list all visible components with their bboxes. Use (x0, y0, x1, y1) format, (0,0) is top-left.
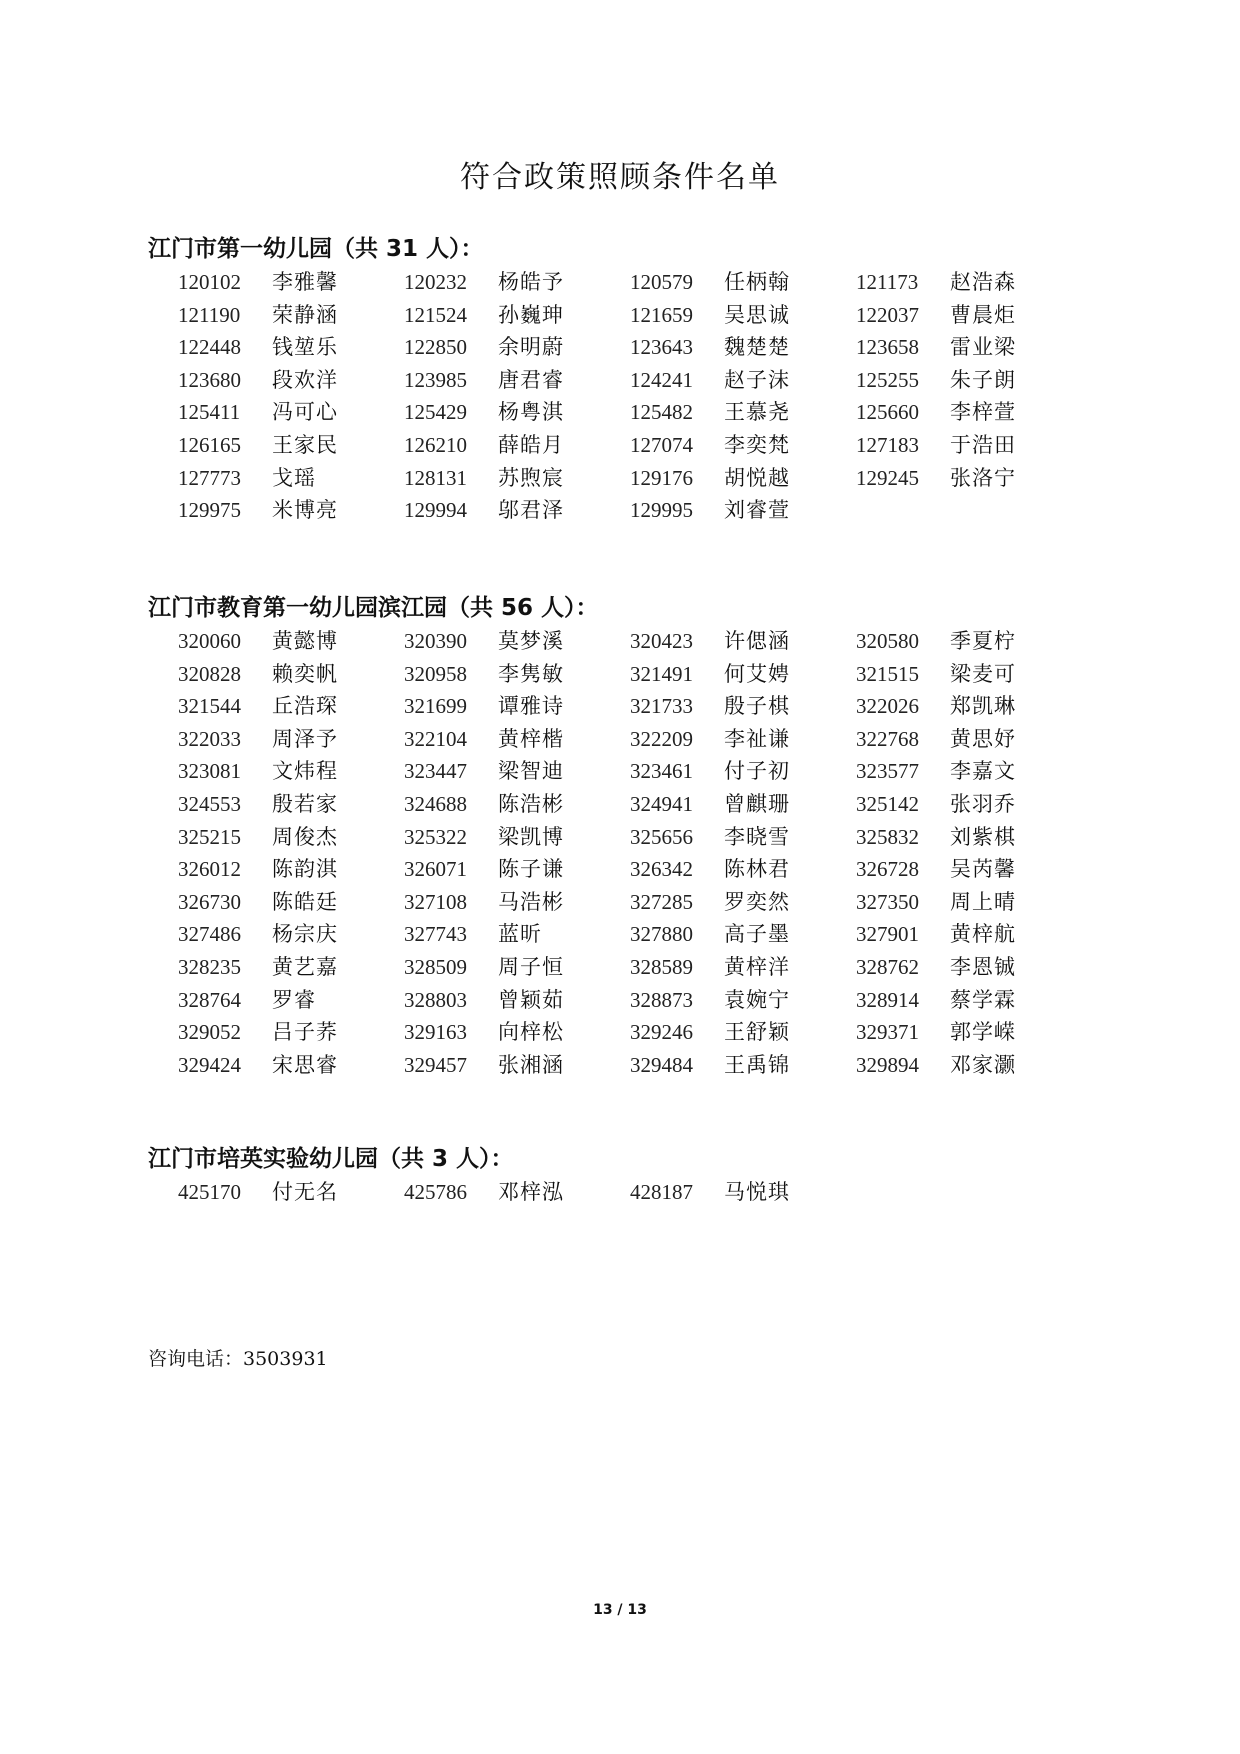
entry-id: 425786 (404, 1180, 467, 1204)
entry-name: 袁婉宁 (724, 987, 790, 1012)
entry-id: 328914 (856, 987, 919, 1012)
list-item (630, 853, 856, 886)
entry-id: 329246 (630, 1020, 693, 1045)
entry-id: 320423 (630, 629, 693, 653)
entry-id: 328589 (630, 954, 693, 979)
list-item (630, 462, 856, 495)
entry-id: 123658 (856, 335, 919, 360)
list-item (630, 364, 856, 397)
entry-name: 马悦琪 (724, 1180, 790, 1204)
list-item (178, 396, 404, 429)
entry-id: 321515 (856, 661, 919, 686)
list-item (856, 625, 1082, 658)
entry-id: 326728 (856, 857, 919, 882)
list-item (404, 396, 630, 429)
entry-id: 125255 (856, 367, 919, 392)
list-item (856, 1049, 1082, 1082)
list-item (856, 658, 1082, 691)
entry-name: 邓梓泓 (498, 1180, 564, 1204)
entry-name: 邓家灏 (950, 1052, 1016, 1077)
entry-name: 杨宗庆 (272, 922, 338, 947)
entry-id: 327108 (404, 889, 467, 914)
list-item (178, 494, 404, 527)
entry-name: 郑凯琳 (950, 694, 1016, 719)
entry-name: 冯可心 (272, 400, 338, 425)
entry-id: 122448 (178, 335, 241, 360)
list-item (856, 429, 1082, 462)
entry-name: 李晓雪 (724, 824, 790, 849)
entry-name: 马浩彬 (498, 889, 564, 914)
entry-id: 126165 (178, 432, 241, 457)
list-item (630, 299, 856, 332)
entry-name: 李嘉文 (950, 759, 1016, 784)
list-item (178, 918, 404, 951)
entry-name: 赵子沫 (724, 367, 790, 392)
list-item (178, 951, 404, 984)
list-item (178, 331, 404, 364)
list-item (178, 886, 404, 919)
list-item (630, 690, 856, 723)
entry-name: 王慕尧 (724, 400, 790, 425)
entry-name: 米博亮 (272, 498, 338, 523)
entry-name: 黄梓洋 (724, 954, 790, 979)
list-item (856, 723, 1082, 756)
entry-id: 120232 (404, 270, 467, 294)
entry-id: 326730 (178, 889, 241, 914)
list-item (178, 1049, 404, 1082)
entry-id: 127773 (178, 465, 241, 490)
entry-name: 黄梓航 (950, 922, 1016, 947)
entry-id: 323461 (630, 759, 693, 784)
entry-id: 329424 (178, 1052, 241, 1077)
entry-id: 325656 (630, 824, 693, 849)
list-item (404, 918, 630, 951)
list-item (856, 364, 1082, 397)
entry-id: 129994 (404, 498, 467, 523)
entry-id: 129995 (630, 498, 693, 523)
entry-id: 322026 (856, 694, 919, 719)
list-item (404, 625, 630, 658)
list-item (404, 723, 630, 756)
entry-name: 王舒颖 (724, 1020, 790, 1045)
entry-name: 季夏柠 (950, 629, 1016, 653)
entry-name: 丘浩琛 (272, 694, 338, 719)
entry-name: 李梓萱 (950, 400, 1016, 425)
entry-name: 王家民 (272, 432, 338, 457)
list-item (178, 462, 404, 495)
entry-name: 苏煦宸 (498, 465, 564, 490)
list-item (404, 951, 630, 984)
entry-id: 329484 (630, 1052, 693, 1077)
entry-id: 328764 (178, 987, 241, 1012)
list-item (178, 853, 404, 886)
list-item (404, 266, 630, 299)
list-item (178, 690, 404, 723)
list-item (404, 1016, 630, 1049)
list-item (404, 1176, 630, 1209)
list-item (856, 266, 1082, 299)
entry-name: 黄梓楷 (498, 726, 564, 751)
entry-id: 125660 (856, 400, 919, 425)
entry-name: 蔡学霖 (950, 987, 1016, 1012)
list-item (178, 1016, 404, 1049)
entry-id: 125482 (630, 400, 693, 425)
entry-name: 吕子荞 (272, 1020, 338, 1045)
list-item (856, 984, 1082, 1017)
entry-name: 曾麒珊 (724, 791, 790, 816)
entry-list (148, 1176, 1108, 1209)
entry-name: 朱子朗 (950, 367, 1016, 392)
entry-id: 327486 (178, 922, 241, 947)
entry-id: 329052 (178, 1020, 241, 1045)
list-item (404, 658, 630, 691)
entry-id: 323081 (178, 759, 241, 784)
list-item (630, 1016, 856, 1049)
entry-name: 罗奕然 (724, 889, 790, 914)
list-item (856, 396, 1082, 429)
list-item (404, 984, 630, 1017)
entry-id: 328762 (856, 954, 919, 979)
entry-id: 327901 (856, 922, 919, 947)
list-item (856, 1016, 1082, 1049)
list-item (856, 755, 1082, 788)
entry-name: 唐君睿 (498, 367, 564, 392)
list-item (856, 462, 1082, 495)
entry-name: 何艾娉 (724, 661, 790, 686)
entry-id: 320828 (178, 661, 241, 686)
list-item (178, 1176, 404, 1209)
list-item (404, 429, 630, 462)
kindergarten-section (148, 1142, 1108, 1209)
entry-name: 杨粤淇 (498, 400, 564, 425)
list-item (856, 821, 1082, 854)
entry-name: 蓝昕 (498, 922, 542, 947)
entry-id: 322104 (404, 726, 467, 751)
list-item (856, 951, 1082, 984)
entry-id: 328873 (630, 987, 693, 1012)
list-item (178, 364, 404, 397)
entry-id: 328509 (404, 954, 467, 979)
entry-id: 322209 (630, 726, 693, 751)
entry-id: 324688 (404, 791, 467, 816)
entry-name: 高子墨 (724, 922, 790, 947)
entry-name: 黄思妤 (950, 726, 1016, 751)
entry-name: 梁智迪 (498, 759, 564, 784)
entry-id: 327350 (856, 889, 919, 914)
list-item (178, 755, 404, 788)
list-item (404, 886, 630, 919)
entry-id: 322768 (856, 726, 919, 751)
section-heading: 江门市教育第一幼儿园滨江园（共 56 人）： (148, 595, 599, 621)
entry-id: 123985 (404, 367, 467, 392)
kindergarten-section (148, 232, 1108, 527)
list-item (856, 690, 1082, 723)
entry-id: 127074 (630, 432, 693, 457)
entry-id: 425170 (178, 1180, 241, 1204)
entry-id: 329163 (404, 1020, 467, 1045)
entry-id: 121524 (404, 302, 467, 327)
list-item (856, 853, 1082, 886)
entry-name: 陈林君 (724, 857, 790, 882)
list-item (404, 821, 630, 854)
entry-id: 324941 (630, 791, 693, 816)
entry-id: 321733 (630, 694, 693, 719)
entry-list (148, 625, 1108, 1081)
entry-id: 428187 (630, 1180, 693, 1204)
list-item (178, 821, 404, 854)
entry-name: 黄艺嘉 (272, 954, 338, 979)
entry-name: 赖奕帆 (272, 661, 338, 686)
entry-id: 327285 (630, 889, 693, 914)
list-item (630, 494, 856, 527)
entry-name: 黄懿博 (272, 629, 338, 653)
entry-list (148, 266, 1108, 527)
entry-name: 付子初 (724, 759, 790, 784)
entry-name: 郭学嵘 (950, 1020, 1016, 1045)
entry-name: 梁凯博 (498, 824, 564, 849)
entry-id: 327743 (404, 922, 467, 947)
list-item (630, 984, 856, 1017)
entry-name: 曹晨炬 (950, 302, 1016, 327)
list-item (178, 984, 404, 1017)
entry-name: 陈韵淇 (272, 857, 338, 882)
entry-id: 122037 (856, 302, 919, 327)
list-item (178, 299, 404, 332)
list-item (630, 755, 856, 788)
entry-name: 陈子谦 (498, 857, 564, 882)
entry-id: 122850 (404, 335, 467, 360)
list-item (630, 1049, 856, 1082)
list-item (404, 299, 630, 332)
entry-name: 李祉谦 (724, 726, 790, 751)
entry-id: 328803 (404, 987, 467, 1012)
list-item (404, 788, 630, 821)
entry-name: 杨皓予 (498, 270, 564, 294)
entry-id: 126210 (404, 432, 467, 457)
entry-name: 曾颖茹 (498, 987, 564, 1012)
entry-id: 121173 (856, 270, 919, 294)
entry-id: 329371 (856, 1020, 919, 1045)
entry-id: 326342 (630, 857, 693, 882)
entry-id: 329457 (404, 1052, 467, 1077)
entry-id: 125429 (404, 400, 467, 425)
entry-name: 雷业梁 (950, 335, 1016, 360)
entry-id: 325322 (404, 824, 467, 849)
page-number: 13 / 13 (593, 1602, 647, 1618)
entry-id: 129975 (178, 498, 241, 523)
entry-id: 324553 (178, 791, 241, 816)
entry-id: 329894 (856, 1052, 919, 1077)
list-item (404, 364, 630, 397)
list-item (404, 494, 630, 527)
entry-name: 荣静涵 (272, 302, 338, 327)
entry-id: 321491 (630, 661, 693, 686)
entry-name: 梁麦可 (950, 661, 1016, 686)
entry-name: 李雅馨 (272, 270, 338, 294)
entry-name: 殷若家 (272, 791, 338, 816)
entry-id: 120102 (178, 270, 241, 294)
list-item (630, 821, 856, 854)
entry-name: 许偲涵 (724, 629, 790, 653)
entry-name: 薛皓月 (498, 432, 564, 457)
entry-id: 127183 (856, 432, 919, 457)
entry-id: 320580 (856, 629, 919, 653)
section-heading: 江门市第一幼儿园（共 31 人）： (148, 236, 484, 262)
entry-name: 谭雅诗 (498, 694, 564, 719)
entry-name: 胡悦越 (724, 465, 790, 490)
entry-id: 322033 (178, 726, 241, 751)
list-item (178, 788, 404, 821)
list-item (404, 853, 630, 886)
list-item (404, 331, 630, 364)
list-item (630, 951, 856, 984)
list-item (404, 690, 630, 723)
entry-name: 文炜程 (272, 759, 338, 784)
list-item (630, 918, 856, 951)
entry-id: 327880 (630, 922, 693, 947)
entry-id: 325832 (856, 824, 919, 849)
entry-name: 戈瑶 (272, 465, 316, 490)
list-item (178, 625, 404, 658)
entry-id: 120579 (630, 270, 693, 294)
entry-id: 323577 (856, 759, 919, 784)
entry-name: 莫梦溪 (498, 629, 564, 653)
list-item (856, 918, 1082, 951)
entry-id: 326012 (178, 857, 241, 882)
entry-name: 吴芮馨 (950, 857, 1016, 882)
list-item (856, 331, 1082, 364)
list-item (630, 429, 856, 462)
entry-id: 123643 (630, 335, 693, 360)
entry-id: 124241 (630, 367, 693, 392)
entry-name: 李隽敏 (498, 661, 564, 686)
list-item (630, 266, 856, 299)
entry-name: 周泽予 (272, 726, 338, 751)
entry-name: 周上晴 (950, 889, 1016, 914)
entry-id: 129176 (630, 465, 693, 490)
list-item (178, 266, 404, 299)
contact-phone: 咨询电话：3503931 (148, 1348, 328, 1370)
list-item (630, 1176, 856, 1209)
entry-name: 钱堃乐 (272, 335, 338, 360)
entry-name: 王禹锦 (724, 1052, 790, 1077)
entry-name: 余明蔚 (498, 335, 564, 360)
entry-name: 宋思睿 (272, 1052, 338, 1077)
list-item (404, 462, 630, 495)
entry-name: 李奕梵 (724, 432, 790, 457)
entry-name: 张洛宁 (950, 465, 1016, 490)
entry-name: 付无名 (272, 1180, 338, 1204)
list-item (178, 658, 404, 691)
entry-id: 321699 (404, 694, 467, 719)
list-item (404, 1049, 630, 1082)
entry-id: 320060 (178, 629, 241, 653)
entry-name: 陈浩彬 (498, 791, 564, 816)
kindergarten-section (148, 591, 1108, 1081)
entry-name: 向梓松 (498, 1020, 564, 1045)
list-item (856, 886, 1082, 919)
entry-id: 323447 (404, 759, 467, 784)
entry-name: 邬君泽 (498, 498, 564, 523)
list-item (404, 755, 630, 788)
page-title: 符合政策照顾条件名单 (460, 160, 780, 195)
entry-name: 周俊杰 (272, 824, 338, 849)
list-item (178, 723, 404, 756)
entry-name: 张湘涵 (498, 1052, 564, 1077)
entry-name: 任柄翰 (724, 270, 790, 294)
list-item (630, 723, 856, 756)
entry-id: 325142 (856, 791, 919, 816)
entry-id: 328235 (178, 954, 241, 979)
entry-id: 321544 (178, 694, 241, 719)
entry-id: 121190 (178, 302, 241, 327)
list-item (630, 396, 856, 429)
entry-name: 吴思诚 (724, 302, 790, 327)
entry-name: 张羽乔 (950, 791, 1016, 816)
entry-id: 128131 (404, 465, 467, 490)
entry-name: 周子恒 (498, 954, 564, 979)
section-heading: 江门市培英实验幼儿园（共 3 人）： (148, 1146, 514, 1172)
entry-name: 刘紫棋 (950, 824, 1016, 849)
entry-name: 罗睿 (272, 987, 316, 1012)
entry-id: 325215 (178, 824, 241, 849)
entry-id: 125411 (178, 400, 241, 425)
list-item (630, 331, 856, 364)
entry-id: 123680 (178, 367, 241, 392)
entry-name: 魏楚楚 (724, 335, 790, 360)
list-item (630, 886, 856, 919)
entry-name: 李恩铖 (950, 954, 1016, 979)
list-item (856, 299, 1082, 332)
list-item (630, 788, 856, 821)
list-item (856, 788, 1082, 821)
list-item (630, 658, 856, 691)
entry-name: 于浩田 (950, 432, 1016, 457)
entry-id: 320958 (404, 661, 467, 686)
entry-name: 孙巍珅 (498, 302, 564, 327)
entry-id: 326071 (404, 857, 467, 882)
list-item (630, 625, 856, 658)
entry-id: 121659 (630, 302, 693, 327)
entry-name: 陈皓廷 (272, 889, 338, 914)
list-item (178, 429, 404, 462)
entry-name: 殷子棋 (724, 694, 790, 719)
entry-name: 赵浩森 (950, 270, 1016, 294)
entry-id: 129245 (856, 465, 919, 490)
entry-name: 刘睿萱 (724, 498, 790, 523)
entry-name: 段欢洋 (272, 367, 338, 392)
entry-id: 320390 (404, 629, 467, 653)
